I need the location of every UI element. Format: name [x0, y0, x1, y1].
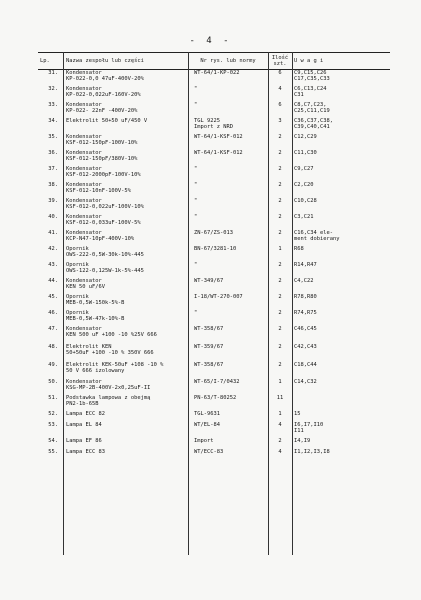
table-row: [38, 166, 390, 182]
row-drawing-number: ": [194, 309, 198, 316]
header-name: Nazwa zespołu lub części: [64, 53, 188, 70]
row-lp: 32.: [48, 85, 58, 92]
row-name: Kondensator KP-022-0,0 47uF-400V-20%: [66, 70, 144, 83]
row-lp: 50.: [48, 378, 58, 385]
row-quantity: 3: [278, 117, 282, 124]
row-quantity: 2: [278, 325, 282, 332]
row-drawing-number: PN-63/T-80252: [194, 394, 237, 401]
row-name: Opornik OWS-222-0,5W-30k-10%-445: [66, 245, 144, 258]
table-row: [38, 198, 390, 214]
row-notes: C11,C30: [294, 149, 317, 156]
row-notes: C9,C15,C26 C17,C35,C33: [294, 70, 330, 83]
table-row: [38, 438, 390, 449]
table-row: [38, 262, 390, 278]
column-divider: [268, 52, 269, 555]
table-row: [38, 70, 390, 86]
row-drawing-number: WT-64/1-KSF-012: [194, 149, 243, 156]
row-name: Lampa EF 86: [66, 437, 102, 444]
row-lp: 45.: [48, 293, 58, 300]
row-quantity: 1: [278, 378, 282, 385]
row-notes: C3,C21: [294, 213, 314, 220]
row-quantity: 1: [278, 245, 282, 252]
row-quantity: 2: [278, 197, 282, 204]
row-drawing-number: ": [194, 213, 198, 220]
row-notes: [292, 395, 390, 411]
row-drawing-number: WT-64/1-KP-022: [194, 70, 240, 76]
row-lp: 43.: [48, 261, 58, 268]
row-drawing-number: ": [194, 85, 198, 92]
row-quantity: 2: [278, 343, 282, 350]
row-lp: 51.: [48, 394, 58, 401]
row-name: Opornik OWS-122-0,125W-1k-5%-445: [66, 261, 144, 274]
row-quantity: 2: [278, 437, 282, 444]
row-name: Elektrolit KEK-50uF +108 -10 % 50 V 666 izolowany: [66, 361, 164, 374]
row-drawing-number: ": [194, 165, 198, 172]
row-quantity: 2: [278, 165, 282, 172]
table-row: [38, 134, 390, 150]
row-quantity: 1: [278, 410, 282, 417]
table-row: [38, 118, 390, 134]
table-row: [38, 246, 390, 262]
row-name: Kondensator KSF-012-150pF/380V-10%: [66, 149, 138, 162]
row-lp: 34.: [48, 117, 58, 124]
row-lp: 52.: [48, 410, 58, 417]
table-row: [38, 102, 390, 118]
row-notes: R14,R47: [294, 261, 317, 268]
row-drawing-number: WT-64/1-KSF-012: [194, 133, 243, 140]
row-notes: I4,I9: [294, 437, 311, 444]
row-lp: 53.: [48, 421, 58, 428]
row-lp: 42.: [48, 245, 58, 252]
row-quantity: 2: [278, 261, 282, 268]
row-name: Lampa EL 84: [66, 421, 102, 428]
row-quantity: 2: [278, 309, 282, 316]
table-row: [38, 379, 390, 395]
header-quantity: Ilość szt.: [268, 53, 292, 70]
row-quantity: 2: [278, 133, 282, 140]
row-lp: 44.: [48, 277, 58, 284]
header-drawing-number: Nr rys. lub normy: [188, 53, 268, 70]
row-notes: C16,C34 ele- ment dobierany: [294, 229, 340, 242]
row-drawing-number: WT/EL-84: [194, 421, 220, 428]
row-name: Kondensator KEN 50 uF/6V: [66, 277, 105, 290]
row-lp: 55.: [48, 448, 58, 455]
row-quantity: 2: [278, 277, 282, 284]
row-quantity: 4: [278, 421, 282, 428]
row-name: Kondensator KSF-012-2000pF-100V-10%: [66, 165, 141, 178]
row-lp: 49.: [48, 361, 58, 368]
row-quantity: 2: [278, 229, 282, 236]
row-notes: C10,C28: [294, 197, 317, 204]
row-notes: C36,C37,C38, C39,C40,C41: [294, 117, 333, 130]
header-lp: Lp.: [38, 53, 64, 70]
row-quantity: 2: [278, 149, 282, 156]
row-notes: C14,C32: [294, 378, 317, 385]
row-drawing-number: WT-65/I-7/0432: [194, 378, 240, 385]
row-name: Kondensator KSF-012-10nF-100V-5%: [66, 181, 131, 194]
row-name: Opornik MEB-0,5W-47k-10%-B: [66, 309, 125, 322]
row-notes: R68: [294, 245, 304, 252]
row-drawing-number: ": [194, 197, 198, 204]
row-notes: I6,I7,I10 I11: [294, 421, 324, 434]
row-drawing-number: ": [194, 181, 198, 188]
row-name: Lampa ECC 82: [66, 410, 105, 417]
row-notes: C4,C22: [294, 277, 314, 284]
row-name: Kondensator KP-022-0,022uF-160V-20%: [66, 85, 141, 98]
row-drawing-number: Import: [194, 437, 214, 444]
table-row: [38, 411, 390, 422]
parts-table: [38, 52, 390, 460]
row-quantity: 4: [278, 448, 282, 455]
row-notes: C18,C44: [294, 361, 317, 368]
row-notes: C8,C7,C23, C25,C11,C19: [294, 101, 330, 114]
row-drawing-number: ": [194, 101, 198, 108]
table-row: [38, 344, 390, 362]
row-lp: 40.: [48, 213, 58, 220]
row-lp: 54.: [48, 437, 58, 444]
row-name: Elektrolit 50+50 uF/450 V: [66, 117, 148, 124]
row-notes: C12,C29: [294, 133, 317, 140]
row-lp: 35.: [48, 133, 58, 140]
table-row: [38, 326, 390, 344]
table-row: [38, 230, 390, 246]
table-row: [38, 214, 390, 230]
row-notes: I1,I2,I3,I8: [294, 448, 330, 455]
row-name: Kondensator KSG-MP-2B-400V-2x0,25uF-II: [66, 378, 151, 391]
row-name: Kondensator KEN 500 uF +100 -10 %25V 666: [66, 325, 157, 338]
row-name: Kondensator KP-022- 22nF -400V-20%: [66, 101, 138, 114]
row-name: Opornik MEB-0,5W-150k-5%-B: [66, 293, 125, 306]
table-row: [38, 182, 390, 198]
row-lp: 46.: [48, 309, 58, 316]
row-name: Podstawka lampowa z obejmą PN2-1b-65B: [66, 394, 151, 407]
row-drawing-number: WT-359/67: [194, 343, 224, 350]
table-row: [38, 294, 390, 310]
row-lp: 48.: [48, 343, 58, 350]
row-lp: 33.: [48, 101, 58, 108]
row-drawing-number: WT-358/67: [194, 361, 224, 368]
column-divider: [63, 52, 64, 555]
row-quantity: 11: [276, 394, 284, 401]
row-lp: 38.: [48, 181, 58, 188]
row-name: Kondensator KSF-012-0,033uF-100V-5%: [66, 213, 141, 226]
row-drawing-number: WT/ECC-83: [194, 448, 224, 455]
table-body: [38, 70, 390, 460]
row-drawing-number: BN-67/3281-10: [194, 245, 237, 252]
row-drawing-number: TGL 9225 Import z NRD: [194, 117, 233, 130]
row-quantity: 2: [278, 181, 282, 188]
row-lp: 37.: [48, 165, 58, 172]
table-row: [38, 150, 390, 166]
row-drawing-number: WT-349/67: [194, 277, 224, 284]
table-header-row: [38, 53, 390, 70]
row-notes: R78,R80: [294, 293, 317, 300]
row-drawing-number: ZN-67/ZS-013: [194, 229, 233, 236]
table-row: [38, 362, 390, 379]
row-notes: C2,C20: [294, 181, 314, 188]
table-row: [38, 86, 390, 102]
row-name: Kondensator KSF-012-150pF-100V-10%: [66, 133, 138, 146]
row-notes: C6,C13,C24 C31: [294, 85, 327, 98]
row-lp: 47.: [48, 325, 58, 332]
column-divider: [188, 52, 189, 555]
row-name: Kondensator KCP-N47-10pF-400V-10%: [66, 229, 135, 242]
row-quantity: 6: [278, 101, 282, 108]
row-name: Elektrolit KEN 50+50uF +100 -10 % 350V 666: [66, 343, 154, 356]
row-lp: 39.: [48, 197, 58, 204]
table-row: [38, 422, 390, 438]
row-drawing-number: ": [194, 261, 198, 268]
row-notes: C9,C27: [294, 165, 314, 172]
row-quantity: 6: [278, 70, 282, 76]
row-name: Kondensator KSF-012-0,022uF-100V-10%: [66, 197, 144, 210]
row-quantity: 4: [278, 85, 282, 92]
row-lp: 31.: [48, 70, 58, 76]
row-drawing-number: WT-358/67: [194, 325, 224, 332]
row-quantity: 2: [278, 361, 282, 368]
row-quantity: 2: [278, 293, 282, 300]
table-row: [38, 395, 390, 411]
column-divider: [292, 52, 293, 555]
row-notes: C46,C45: [294, 325, 317, 332]
row-notes: 15: [294, 410, 301, 417]
row-drawing-number: TGL-9631: [194, 410, 220, 417]
row-notes: R74,R75: [294, 309, 317, 316]
row-drawing-number: I-18/WT-270-007: [194, 293, 243, 300]
page-number: - 4 -: [189, 36, 232, 46]
row-name: Lampa ECC 83: [66, 448, 105, 455]
table-row: [38, 449, 390, 460]
header-notes: U w a g i: [292, 53, 390, 70]
row-lp: 36.: [48, 149, 58, 156]
table-row: [38, 310, 390, 326]
row-lp: 41.: [48, 229, 58, 236]
table-row: [38, 278, 390, 294]
row-notes: C42,C43: [294, 343, 317, 350]
row-quantity: 2: [278, 213, 282, 220]
